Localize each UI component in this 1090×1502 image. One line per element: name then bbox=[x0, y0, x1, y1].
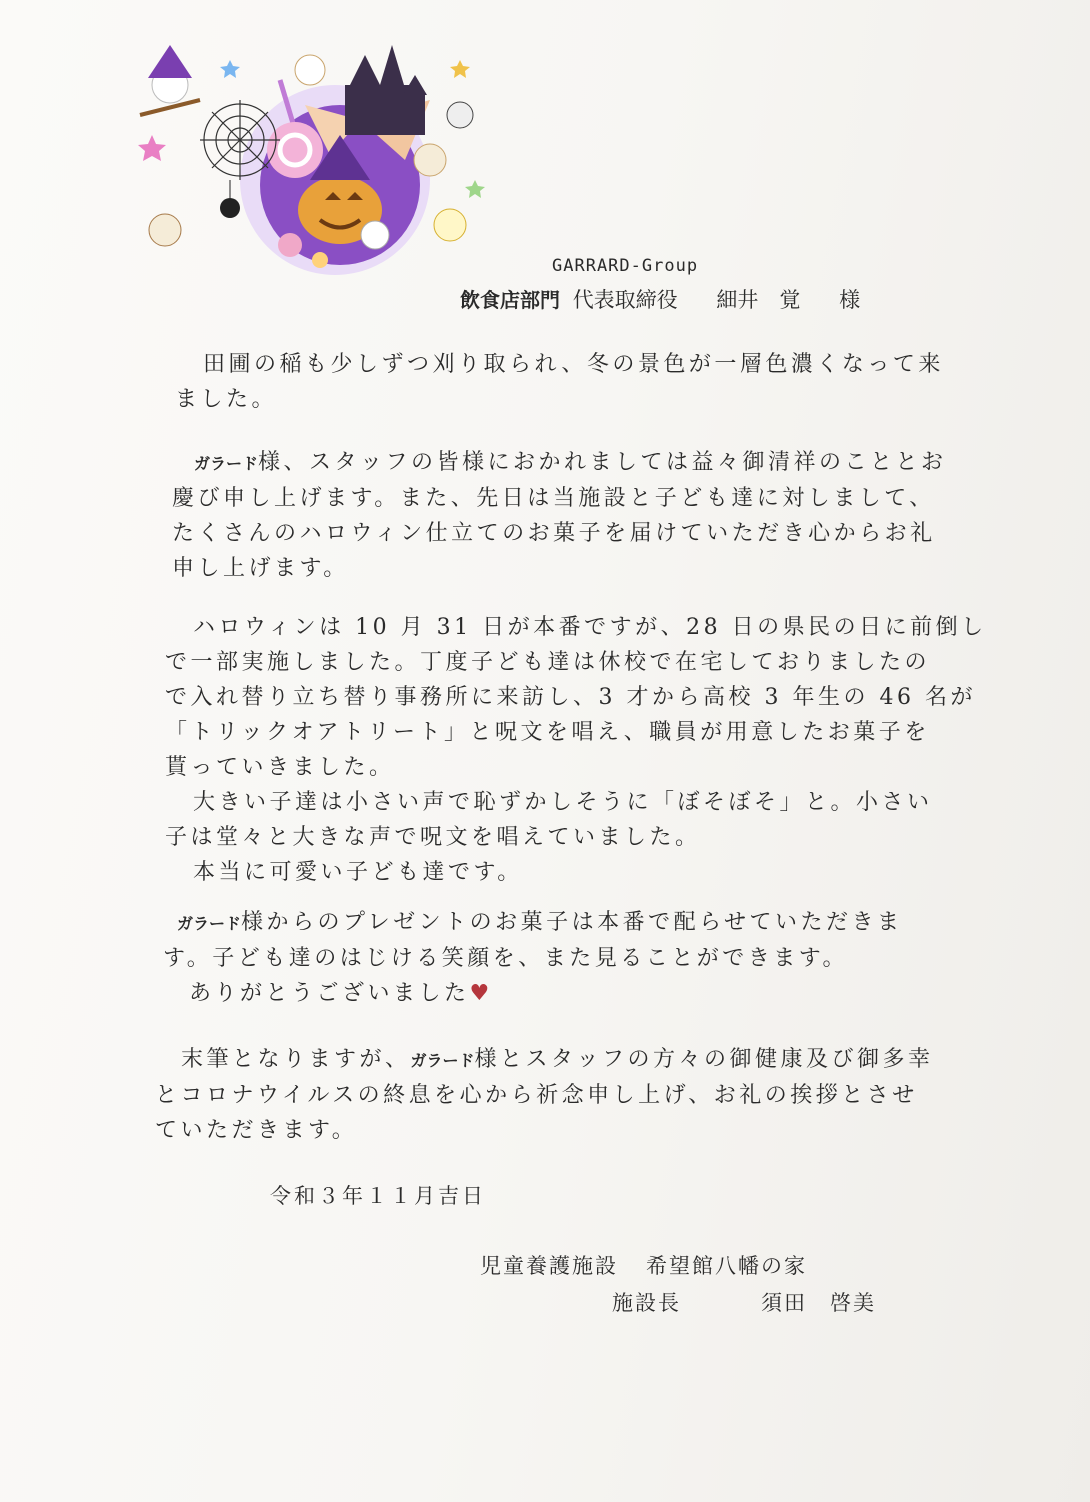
recipient-line bbox=[460, 284, 860, 314]
recipient-honorific: 様 bbox=[839, 288, 861, 312]
facility-name: 希望館八幡の家 bbox=[646, 1254, 807, 1278]
text-line: ガラード様、スタッフの皆様におかれましては益々御清祥のこととお bbox=[194, 450, 947, 475]
bunny-icon bbox=[434, 209, 466, 241]
signature-facility bbox=[480, 1250, 807, 1280]
recipient-group: GARRARD-Group bbox=[552, 256, 699, 276]
text-line: たくさんのハロウィン仕立てのお菓子を届けていただき心からお礼 bbox=[172, 521, 936, 546]
paragraph-5 bbox=[155, 1042, 934, 1148]
signatory-role: 施設長 bbox=[612, 1291, 681, 1315]
signature-person bbox=[612, 1287, 876, 1317]
text-line: す。子ども達のはじける笑顔を、また見ることができます。 bbox=[163, 946, 848, 971]
text-line: で入れ替り立ち替り事務所に来訪し、3 才から高校 3 年生の 46 名が bbox=[165, 685, 976, 710]
penguin-icon bbox=[447, 102, 473, 128]
signatory-name: 須田 啓美 bbox=[761, 1291, 876, 1315]
candy-icon bbox=[278, 233, 302, 257]
text-line: 子は堂々と大きな声で呪文を唱えていました。 bbox=[165, 825, 701, 850]
recipient-title: 代表取締役 bbox=[572, 288, 678, 312]
bear-icon bbox=[414, 144, 446, 176]
paragraph-3 bbox=[165, 610, 987, 890]
paragraph-1 bbox=[175, 347, 944, 417]
cat-icon bbox=[295, 55, 325, 85]
brand-name: ガラード bbox=[194, 454, 259, 473]
white-cat-icon bbox=[361, 221, 389, 249]
paragraph-4 bbox=[163, 905, 902, 1011]
text-line: ガラード様からのプレゼントのお菓子は本番で配らせていただきま bbox=[177, 910, 903, 935]
lollipop-icon bbox=[267, 122, 323, 178]
text-line: で一部実施しました。丁度子ども達は休校で在宅しておりましたの bbox=[165, 650, 931, 675]
text-line: とコロナウイルスの終息を心から祈念申し上げ、お礼の挨拶とさせ bbox=[155, 1083, 918, 1108]
facility-type: 児童養護施設 bbox=[480, 1254, 618, 1278]
text-line: 田圃の稲も少しずつ刈り取られ、冬の景色が一層色濃くなって来 bbox=[203, 352, 944, 377]
text-line: 末筆となりますが、ガラード様とスタッフの方々の御健康及び御多幸 bbox=[181, 1047, 934, 1072]
text-line: 申し上げます。 bbox=[172, 556, 349, 581]
text-line: 本当に可愛い子ども達です。 bbox=[193, 860, 523, 885]
spider-web-icon bbox=[200, 100, 280, 180]
brand-name: ガラード bbox=[410, 1051, 475, 1070]
text-line: 大きい子達は小さい声で恥ずかしそうに「ぼそぼそ」と。小さい bbox=[193, 790, 933, 815]
text-line: ハロウィンは 10 月 31 日が本番ですが、28 日の県民の日に前倒し bbox=[193, 615, 987, 640]
spider-icon bbox=[220, 198, 240, 218]
text-line: 貰っていきました。 bbox=[165, 755, 395, 780]
haunted-castle-icon bbox=[345, 45, 427, 135]
text-line: ありがとうございました♥ bbox=[189, 981, 493, 1006]
letter-date: 令和３年１１月吉日 bbox=[270, 1184, 486, 1208]
text-line: ました。 bbox=[175, 387, 278, 412]
halloween-illustration bbox=[130, 40, 500, 275]
recipient-name: 細井 覚 bbox=[716, 288, 801, 312]
monkey-icon bbox=[149, 214, 181, 246]
text-line: 「トリックオアトリート」と呪文を唱え、職員が用意したお菓子を bbox=[165, 720, 930, 745]
text-line: ていただきます。 bbox=[155, 1118, 358, 1143]
paragraph-2 bbox=[172, 445, 947, 586]
text-line: 慶び申し上げます。また、先日は当施設と子ども達に対しまして、 bbox=[172, 486, 935, 511]
heart-icon: ♥ bbox=[469, 981, 493, 1006]
recipient-department: 飲食店部門 bbox=[460, 288, 560, 312]
brand-name: ガラード bbox=[177, 914, 242, 933]
